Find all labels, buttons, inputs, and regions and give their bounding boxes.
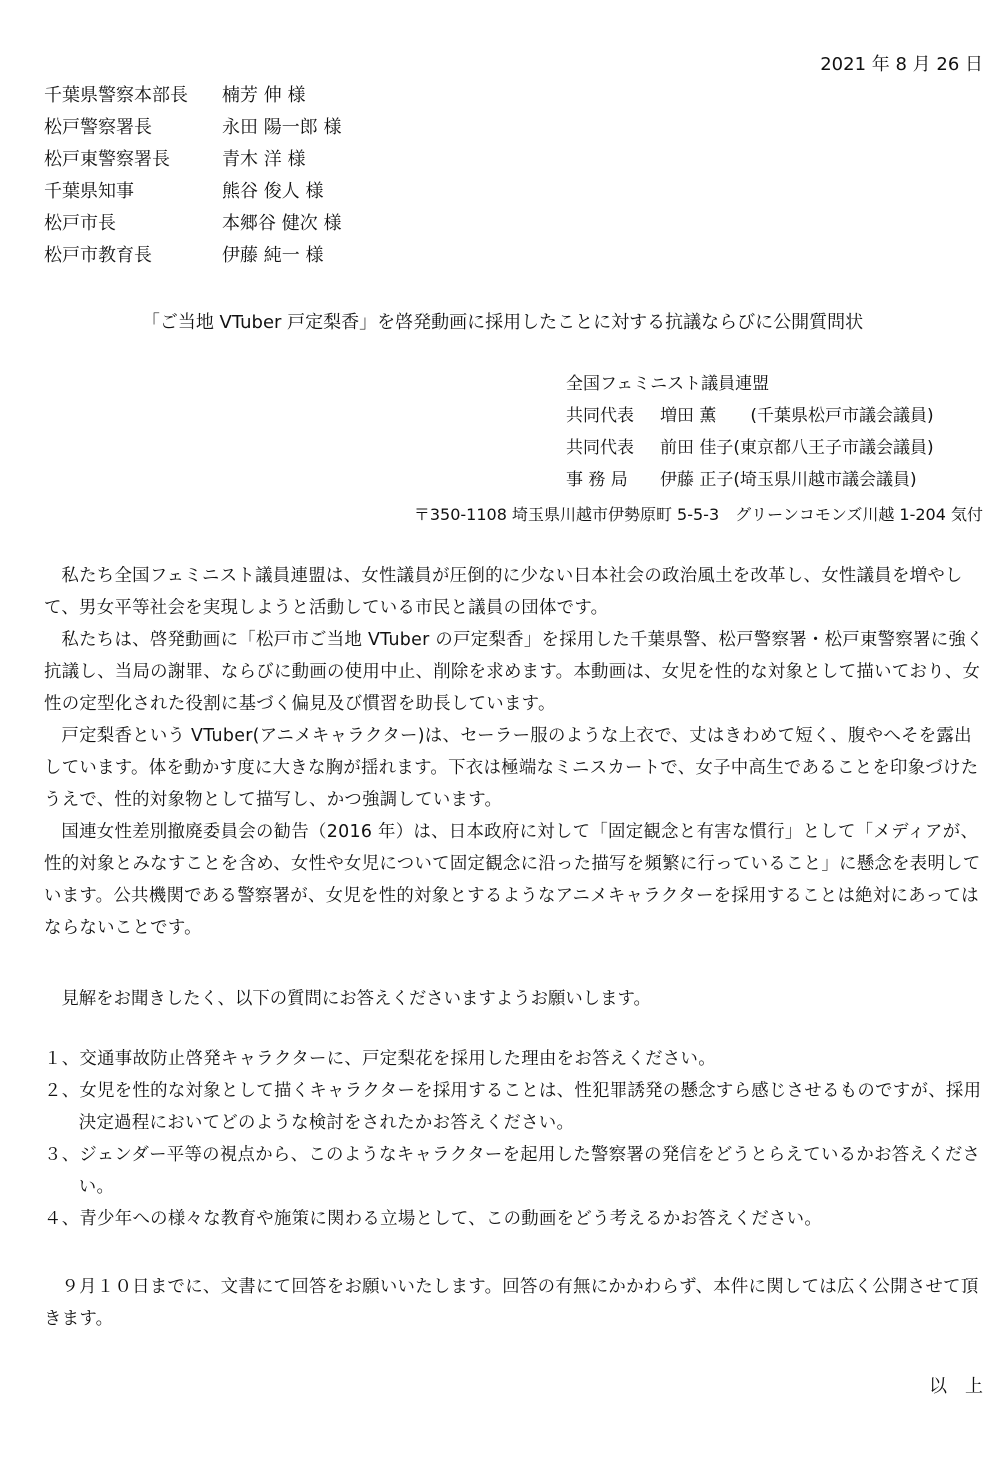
letter-body	[44, 560, 984, 944]
addressee-name: 伊藤 純一 様	[222, 245, 324, 266]
sender-detail: 伊藤 正子(埼玉県川越市議会議員)	[660, 470, 917, 490]
closing-mark: 以 上	[929, 1376, 983, 1397]
addressee-office: 松戸警察署長	[44, 117, 152, 138]
request-line: 見解をお聞きしたく、以下の質問にお答えくださいますようお願いします。	[61, 989, 651, 1009]
sender-member	[566, 402, 934, 434]
letter-title: 「ご当地 VTuber 戸定梨香」を啓発動画に採用したことに対する抗議ならびに公開質問状	[141, 312, 864, 333]
sender-detail: 増田 薫 (千葉県松戸市議会議員)	[660, 406, 934, 426]
addressee-name: 永田 陽一郎 様	[222, 117, 342, 138]
sender-role: 事 務 局	[566, 470, 628, 490]
question-item: ２、女児を性的な対象として描くキャラクターを採用することは、性犯罪誘発の懸念すら感じさせるものですが、採用決定過程においてどのような検討をされたかお答えください。	[44, 1081, 982, 1133]
addressee-row	[44, 210, 341, 242]
addressee-name: 青木 洋 様	[222, 149, 306, 170]
question-item: １、交通事故防止啓発キャラクターに、戸定梨花を採用した理由をお答えください。	[44, 1049, 716, 1069]
sender-block	[566, 370, 934, 498]
sender-address: 〒350-1108 埼玉県川越市伊勢原町 5-5-3 グリーンコモンズ川越 1-204 気付	[413, 505, 983, 524]
body-paragraph: 私たちは、啓発動画に「松戸市ご当地 VTuber の戸定梨香」を採用した千葉県警、松戸警察署・松戸東警察署に強く抗議し、当局の謝罪、ならびに動画の使用中止、削除を求めます。本動画は、女児を性的な対象として描いており、女性の定型化された役割に基づく偏見及び慣習を助長しています。	[44, 630, 984, 714]
addressee-row	[44, 242, 341, 274]
addressee-list	[44, 82, 341, 274]
question-item: ３、ジェンダー平等の視点から、このようなキャラクターを起用した警察署の発信をどうとらえているかお答えください。	[44, 1145, 981, 1197]
addressee-office: 松戸東警察署長	[44, 149, 170, 170]
letter-date: 2021 年 8 月 26 日	[820, 54, 983, 75]
sender-role: 共同代表	[566, 406, 634, 426]
question-item: ４、青少年への様々な教育や施策に関わる立場として、この動画をどう考えるかお答えください。	[44, 1209, 823, 1229]
addressee-row	[44, 178, 341, 210]
addressee-row	[44, 146, 341, 178]
sender-role: 共同代表	[566, 438, 634, 458]
deadline-paragraph: ９月１０日までに、文書にて回答をお願いいたします。回答の有無にかかわらず、本件に関しては広く公開させて頂きます。	[44, 1277, 979, 1329]
question-list	[44, 1043, 984, 1235]
addressee-name: 楠芳 伸 様	[222, 85, 306, 106]
body-paragraph: 私たち全国フェミニスト議員連盟は、女性議員が圧倒的に少ない日本社会の政治風土を改革し、女性議員を増やして、男女平等社会を実現しようと活動している市民と議員の団体です。	[44, 566, 963, 618]
addressee-office: 千葉県警察本部長	[44, 85, 188, 106]
addressee-office: 千葉県知事	[44, 181, 134, 202]
body-paragraph: 国連女性差別撤廃委員会の勧告（2016 年）は、日本政府に対して「固定観念と有害な慣行」として「メディアが、性的対象とみなすことを含め、女性や女児について固定観念に沿った描写を頻繁に行っていること」に懸念を表明しています。公共機関である警察署が、女児を性的対象とするようなアニメキャラクターを採用することは絶対にあってはならないことです。	[44, 822, 981, 938]
sender-detail: 前田 佳子(東京都八王子市議会議員)	[660, 438, 934, 458]
addressee-name: 本郷谷 健次 様	[222, 213, 342, 234]
addressee-name: 熊谷 俊人 様	[222, 181, 324, 202]
addressee-row	[44, 114, 341, 146]
body-paragraph: 戸定梨香という VTuber(アニメキャラクター)は、セーラー服のような上衣で、丈はきわめて短く、腹やへそを露出しています。体を動かす度に大きな胸が揺れます。下衣は極端なミニスカートで、女子中高生であることを印象づけたうえで、性的対象物として描写し、かつ強調しています。	[44, 726, 979, 810]
sender-member	[566, 466, 934, 498]
addressee-row	[44, 82, 341, 114]
addressee-office: 松戸市教育長	[44, 245, 152, 266]
sender-organization: 全国フェミニスト議員連盟	[566, 374, 770, 394]
sender-member	[566, 434, 934, 466]
addressee-office: 松戸市長	[44, 213, 116, 234]
